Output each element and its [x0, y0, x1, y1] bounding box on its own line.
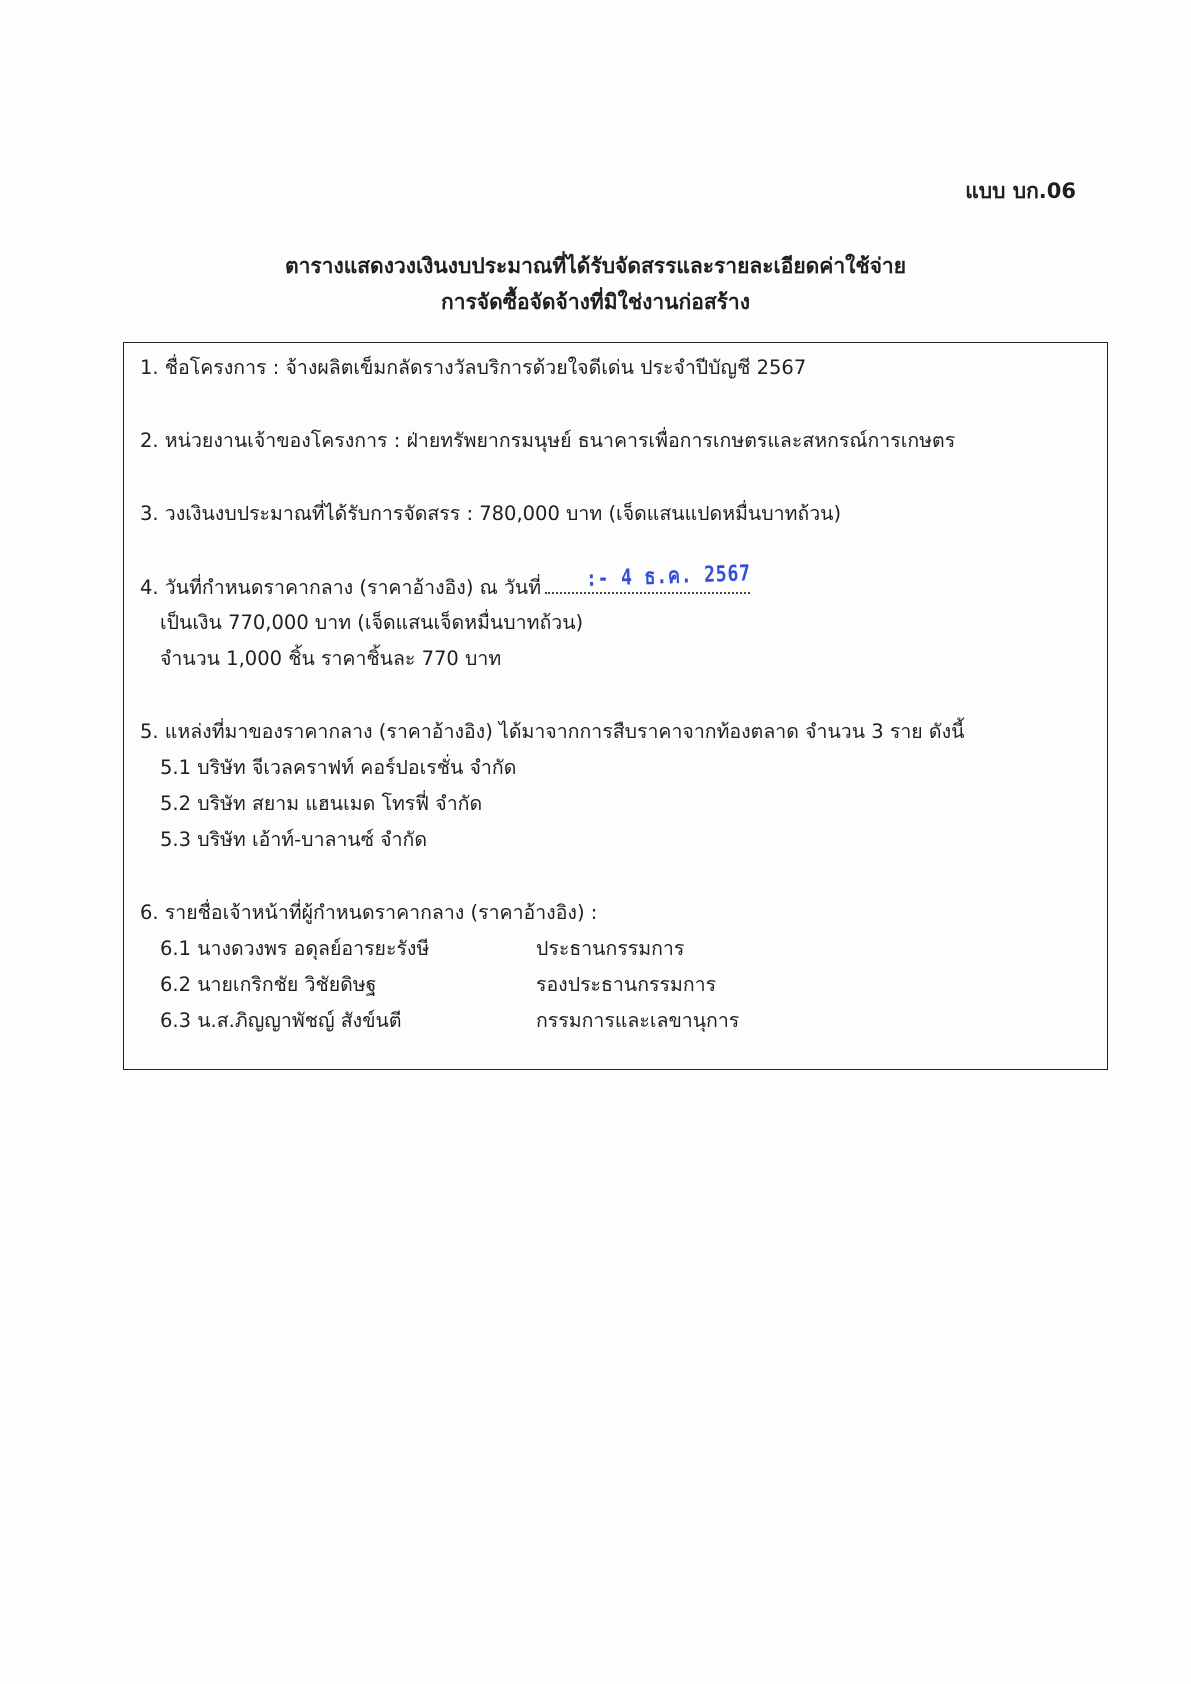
title-line-2: การจัดซื้อจัดจ้างที่มิใช่งานก่อสร้าง	[441, 290, 750, 314]
reference-date-label: 4. วันที่กำหนดราคากลาง (ราคาอ้างอิง) ณ วันที่	[140, 576, 542, 599]
member-role: กรรมการและเลขานุการ	[536, 1009, 740, 1032]
member-role: ประธานกรรมการ	[536, 937, 685, 960]
source-item: 5.3 บริษัท เอ้าท์-บาลานซ์ จำกัด	[160, 828, 428, 851]
budget: 3. วงเงินงบประมาณที่ได้รับการจัดสรร : 780,000 บาท (เจ็ดแสนแปดหมื่นบาทถ้วน)	[140, 502, 842, 525]
committee-member	[160, 936, 960, 962]
source-item: 5.1 บริษัท จีเวลคราฟท์ คอร์ปอเรชั่น จำกัด	[160, 756, 517, 779]
member-name: 6.2 นายเกริกชัย วิชัยดิษฐ	[160, 973, 377, 996]
details-box	[123, 342, 1108, 1070]
document-title	[0, 248, 1191, 320]
date-stamp: :- 4 ธ.ค. 2567	[585, 561, 752, 592]
sources-heading: 5. แหล่งที่มาของราคากลาง (ราคาอ้างอิง) ได้มาจากการสืบราคาจากท้องตลาด จำนวน 3 ราย ดังนี้	[140, 720, 965, 743]
member-name: 6.1 นางดวงพร อดุลย์อารยะรังษี	[160, 937, 430, 960]
committee-heading: 6. รายชื่อเจ้าหน้าที่ผู้กำหนดราคากลาง (ราคาอ้างอิง) :	[140, 901, 598, 924]
committee-member	[160, 1008, 960, 1034]
reference-quantity: จำนวน 1,000 ชิ้น ราคาชิ้นละ 770 บาท	[160, 647, 502, 670]
member-role: รองประธานกรรมการ	[536, 973, 717, 996]
committee-member	[160, 972, 960, 998]
project-name: 1. ชื่อโครงการ : จ้างผลิตเข็มกลัดรางวัลบริการด้วยใจดีเด่น ประจำปีบัญชี 2567	[140, 356, 807, 379]
source-item: 5.2 บริษัท สยาม แฮนเมด โทรฟี่ จำกัด	[160, 792, 483, 815]
reference-amount: เป็นเงิน 770,000 บาท (เจ็ดแสนเจ็ดหมื่นบาทถ้วน)	[160, 611, 584, 634]
form-code: แบบ บก.06	[965, 179, 1076, 203]
title-line-1: ตารางแสดงวงเงินงบประมาณที่ได้รับจัดสรรและรายละเอียดค่าใช้จ่าย	[284, 254, 907, 278]
member-name: 6.3 น.ส.ภิญญาพัชญ์ สังข์นตี	[160, 1009, 402, 1032]
agency: 2. หน่วยงานเจ้าของโครงการ : ฝ่ายทรัพยากรมนุษย์ ธนาคารเพื่อการเกษตรและสหกรณ์การเกษตร	[140, 429, 956, 452]
